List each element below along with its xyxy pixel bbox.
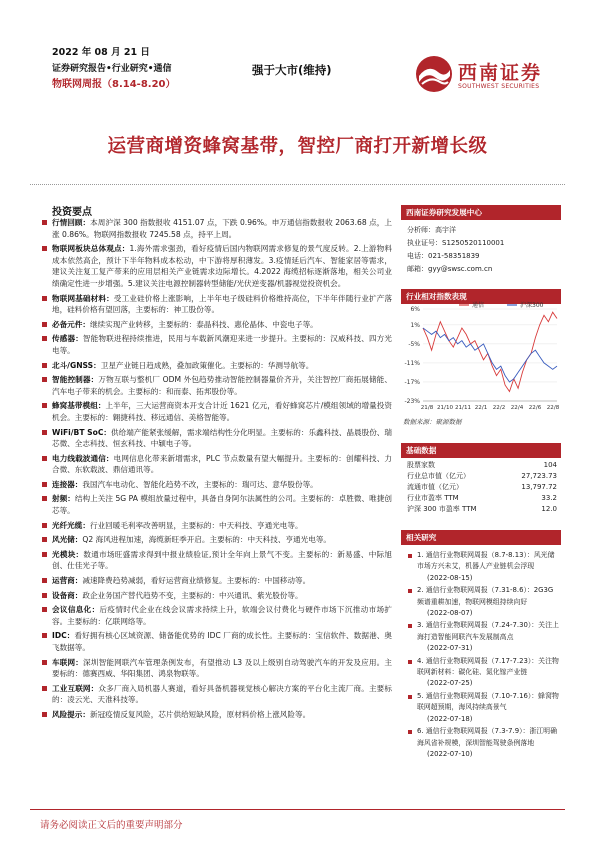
basic-data-value: 33.2 <box>541 493 557 502</box>
basic-data-value: 13,797.72 <box>521 482 557 491</box>
summary-bullets <box>40 217 392 724</box>
summary-bullet <box>40 520 392 532</box>
basic-data-label: 股票家数 <box>407 461 435 470</box>
research-center-heading: 西南证券研究发展中心 <box>401 205 561 220</box>
bullet-label: WiFi/BT SoC： <box>52 427 112 437</box>
basic-data-table <box>401 460 561 514</box>
chart-x-tick-label: 21/8 <box>420 405 434 411</box>
related-report-date: (2022-07-31) <box>427 644 473 653</box>
related-report-date: (2022-08-15) <box>427 573 473 582</box>
index-chart-svg <box>401 301 561 421</box>
logo-subtitle: SOUTHWEST SECURITIES <box>458 83 540 90</box>
bullet-text: 后疫情时代企业在线会议需求持续上升，软端会议付费化与硬件市场下沉推动市场扩容。主要标的：亿联网络等。 <box>52 605 393 626</box>
chart-legend-label: 沪深300 <box>520 302 544 310</box>
basic-data-value: 27,723.73 <box>521 472 557 481</box>
related-report-link[interactable] <box>407 550 559 584</box>
chart-source: 数据来源：聚源数据 <box>403 418 462 426</box>
basic-data-heading: 基础数据 <box>401 443 561 458</box>
basic-data-row <box>401 482 561 493</box>
summary-bullet <box>40 657 392 680</box>
summary-bullet <box>40 590 392 602</box>
summary-bullet <box>40 493 392 516</box>
basic-data <box>401 443 561 514</box>
summary-bullet <box>40 400 392 423</box>
report-name: 物联网周报（8.14-8.20） <box>52 79 176 90</box>
bullet-label: 射频： <box>52 494 75 504</box>
chart-y-tick-label: 6% <box>410 306 420 313</box>
related-report-title: 4. 通信行业物联网周报（7.17-7.23）：关注物联网新材料：碳化硅、氮化镓产业链 <box>417 656 559 677</box>
summary-heading: 投资要点 <box>52 207 92 218</box>
related-report-date: (2022-07-18) <box>427 714 473 723</box>
summary-bullet <box>40 217 392 240</box>
summary-bullet <box>40 360 392 372</box>
bullet-label: 智能控制器： <box>52 375 99 385</box>
related-report-link[interactable] <box>407 656 559 690</box>
summary-bullet <box>40 630 392 653</box>
analyst-info-line: 电话：021-58351839 <box>407 252 480 260</box>
related-report-title: 3. 通信行业物联网周报（7.24-7.30）：关注上海打造智能网联汽车发展制高点 <box>417 621 559 641</box>
bullet-text: 众多厂商入局机器人赛道，看好具备机器视觉核心解决方案的平台化主流厂商。主要标的：凌云光、天准科技等。 <box>52 683 393 705</box>
analyst-info-line: 执业证号：S1250520110001 <box>407 239 505 247</box>
summary-bullet <box>40 479 392 491</box>
related-report-date: (2022-08-07) <box>427 609 473 618</box>
report-title: 运营商增资蜂窝基带，智控厂商打开新增长级 <box>107 136 488 157</box>
bullet-text: 万物互联与整机厂 ODM 外包趋势推动智能控制器量价齐升，关注智控厂商拓展储能、汽车电子带来的机会。主要标的：和而泰、拓邦股份等。 <box>52 375 392 396</box>
bullet-label: 电力线载波通信： <box>52 453 114 463</box>
summary-bullet <box>40 575 392 587</box>
bullet-text: 新冠疫情反复风险，芯片供给短缺风险，原材料价格上涨风险等。 <box>89 709 311 719</box>
bullet-text: 卫星产业链日趋成熟，叠加政策催化。主要标的：华测导航等。 <box>100 360 314 370</box>
summary-bullet <box>40 604 392 627</box>
chart-y-tick-label: -5% <box>408 340 420 348</box>
summary-bullet <box>40 534 392 546</box>
bullet-text: 供给端产能紧张缓解，需求端结构性分化明显。主要标的：乐鑫科技、晶晨股份、瑞芯微、全志科技、恒玄科技、中颖电子等。 <box>52 427 392 449</box>
bullet-text: 结构上关注 5G PA 模组放量过程中，具备自身阿尔法属性的公司。主要标的：卓胜微、唯捷创芯等。 <box>52 494 393 516</box>
chart-y-tick-label: 1% <box>410 321 420 329</box>
bullet-text: 上半年，三大运营商资本开支合计近 1621 亿元，看好蜂窝芯片/模组领域的增量投资机会。主要标的：翱捷科技、移远通信、美格智能等。 <box>52 401 393 422</box>
chart-y-tick-label: -17% <box>404 378 420 386</box>
bullet-label: 必备元件： <box>52 319 90 329</box>
related-report-date: (2022-07-10) <box>427 749 473 758</box>
analyst-info-line: 分析师：高宇洋 <box>407 226 456 234</box>
bullet-text: Q2 海风进程加速，海缆新旺季开启。主要标的：中天科技、亨通光电等。 <box>82 535 331 545</box>
bullet-text: 深圳智能网联汽车管理条例发布，有望推动 L3 及以上级别自动驾驶汽车的开发及应用。主要标的：德赛西威、华阳集团、鸿泉物联等。 <box>52 657 392 679</box>
basic-data-row <box>401 503 561 514</box>
bullet-label: 设备商： <box>52 590 83 600</box>
summary-bullet <box>40 427 392 450</box>
related-research <box>401 530 561 761</box>
chart-x-tick-label: 22/8 <box>546 405 560 411</box>
bullet-label: 风光储： <box>52 535 83 545</box>
bullet-label: 会议信息化： <box>52 605 100 615</box>
report-category: 证券研究报告•行业研究•通信 <box>52 64 172 74</box>
summary-bullet <box>40 683 392 706</box>
bullet-label: 北斗/GNSS： <box>52 360 101 370</box>
related-report-title: 6. 通信行业物联网周报（7.3-7.9）：浙江明确海风省补规模，深圳智能驾驶条例落地 <box>417 727 557 747</box>
bullet-text: 政企业务国产替代趋势不变，主要标的：中兴通讯、紫光股份等。 <box>82 590 303 600</box>
bullet-text: 本周沪深 300 指数报收 4151.07 点，下跌 0.96%。申万通信指数报收 2063.68 点，上涨 0.86%。物联网指数报收 7245.58 点，持平上周。 <box>52 218 392 239</box>
related-report-link[interactable] <box>407 726 559 760</box>
bullet-text: 智能物联进程持续推进，民用与车载新风潮迎来进一步提升。主要标的：汉威科技、四方光电等。 <box>52 334 392 355</box>
footer-divider <box>30 809 565 810</box>
basic-data-value: 104 <box>543 461 557 470</box>
chart-y-tick-label: -23% <box>404 398 420 405</box>
related-report-date: (2022-07-25) <box>427 679 473 688</box>
summary-bullet <box>40 374 392 397</box>
related-report-title: 5. 通信行业物联网周报（7.10-7.16）：蜂窝物联网超预期，海风持续高景气 <box>417 691 559 712</box>
basic-data-row <box>401 471 561 482</box>
logo-name: 西南证券 <box>458 62 543 84</box>
bullet-label: 传感器： <box>52 334 83 344</box>
bullet-text: 受工业硅价格上涨影响，上半年电子级硅料价格维持高位，下半年伴随行业扩产落地，硅料价格有望回落，主要标的：神工股份等。 <box>52 293 392 315</box>
index-chart-heading: 行业相对指数表现 <box>401 289 561 304</box>
bullet-label: 风险提示： <box>52 709 90 719</box>
report-header <box>52 45 176 93</box>
related-report-title: 1. 通信行业物联网周报（8.7-8.13）：风光储市场方兴未艾，机器人产业链机会浮现 <box>417 551 555 571</box>
chart-y-tick-label: -11% <box>404 359 420 367</box>
basic-data-value: 12.0 <box>541 504 557 513</box>
basic-data-label: 流通市值（亿元） <box>407 482 463 491</box>
basic-data-row <box>401 492 561 503</box>
related-research-list <box>401 550 561 760</box>
bullet-text: 我国汽车电动化、智能化趋势不改，主要标的：瑞可达、意华股份等。 <box>82 479 318 489</box>
related-research-heading: 相关研究 <box>401 530 561 545</box>
chart-x-tick-label: 22/2 <box>492 405 506 411</box>
summary-bullet <box>40 709 392 721</box>
bullet-label: 工业互联网： <box>52 683 99 693</box>
bullet-label: 光纤光缆： <box>52 520 90 530</box>
research-center <box>401 205 561 276</box>
bullet-text: 1.海外需求强劲，看好疫情后国内物联网需求修复的景气度反转。2.上游物料成本依然高企，预计下半年物料成本松动，中下游将厚积薄发。3.疫情延后汽车、智能家居等需求，建议关注复工复产带来的应用层相关产业链需求边际增长。4.2022 海缆招标逐渐落地，相关公司业绩确定性进一步增强。5.建议关注电源控制器转型储能/光伏逆变器/机器视觉投资机会。 <box>52 244 392 288</box>
bullet-text: 减速降费趋势减弱，看好运营商业绩修复。主要标的：中国移动等。 <box>82 576 311 586</box>
bullet-label: 连接器： <box>52 479 83 489</box>
bullet-text: 行业回暖毛利率改善明显，主要标的：中天科技、亨通光电等。 <box>89 520 303 530</box>
chart-x-tick-label: 22/1 <box>474 405 488 411</box>
industry-rating: 强于大市(维持) <box>252 63 332 77</box>
bullet-label: 光模块： <box>52 549 84 559</box>
bullet-text: 看好拥有核心区域资源、储备能优势的 IDC 厂商的成长性。主要标的：宝信软件、数据港、奥飞数据等。 <box>52 631 393 652</box>
bullet-label: 物联网基础材料： <box>52 293 114 303</box>
bullet-label: 运营商： <box>52 576 83 586</box>
bullet-label: IDC： <box>52 631 75 641</box>
summary-bullet <box>40 549 392 572</box>
company-logo <box>412 54 562 96</box>
bullet-text: 电网信息化带来新增需求，PLC 节点数量有望大幅提升。主要标的：创耀科技、力合微、东软载波、鼎信通讯等。 <box>52 453 393 475</box>
bullet-label: 物联网板块总体观点： <box>52 244 130 254</box>
summary-bullet <box>40 319 392 331</box>
summary-bullet <box>40 293 392 316</box>
title-divider <box>30 184 565 185</box>
related-report-link[interactable] <box>407 691 559 725</box>
bullet-label: 行情回顾： <box>52 218 91 227</box>
related-report-title: 2. 通信行业物联网周报（7.31-8.6）：2G3G 频谱重耕加速，物联网模组持续向好 <box>417 586 554 606</box>
summary-bullet <box>40 243 392 289</box>
chart-x-tick-label: 21/11 <box>454 405 472 411</box>
summary-bullet <box>40 453 392 476</box>
index-chart <box>401 301 561 441</box>
analyst-info-line[interactable]: 邮箱：gyy@swsc.com.cn <box>407 265 493 273</box>
chart-x-tick-label: 22/6 <box>528 405 542 411</box>
bullet-text: 继续实现产业转移，主要标的：泰晶科技、惠伦晶体、中瓷电子等。 <box>89 319 318 329</box>
bullet-label: 车联网： <box>52 657 84 667</box>
related-report-link[interactable] <box>407 620 559 654</box>
basic-data-label: 行业市盈率 TTM <box>407 493 459 502</box>
chart-series-line <box>423 328 557 382</box>
chart-x-tick-label: 22/4 <box>510 405 524 411</box>
footer-disclaimer: 请务必阅读正文后的重要声明部分 <box>40 820 183 831</box>
basic-data-label: 行业总市值（亿元） <box>407 472 470 481</box>
analyst-info <box>401 220 561 276</box>
summary-bullet <box>40 333 392 356</box>
logo-emblem-icon <box>414 54 454 94</box>
basic-data-row <box>401 460 561 471</box>
related-report-link[interactable] <box>407 585 559 619</box>
chart-x-tick-label: 21/10 <box>436 405 454 411</box>
bullet-text: 数通市场旺盛需求得到中报业绩验证,预计全年向上景气不变。主要标的：新易盛、中际旭创、仕佳光子等。 <box>52 549 392 571</box>
chart-legend-label: 通信 <box>472 302 485 310</box>
report-date: 2022 年 08 月 21 日 <box>52 47 150 58</box>
bullet-label: 蜂窝基带模组： <box>52 401 106 411</box>
basic-data-label: 沪深 300 市盈率 TTM <box>407 504 477 513</box>
